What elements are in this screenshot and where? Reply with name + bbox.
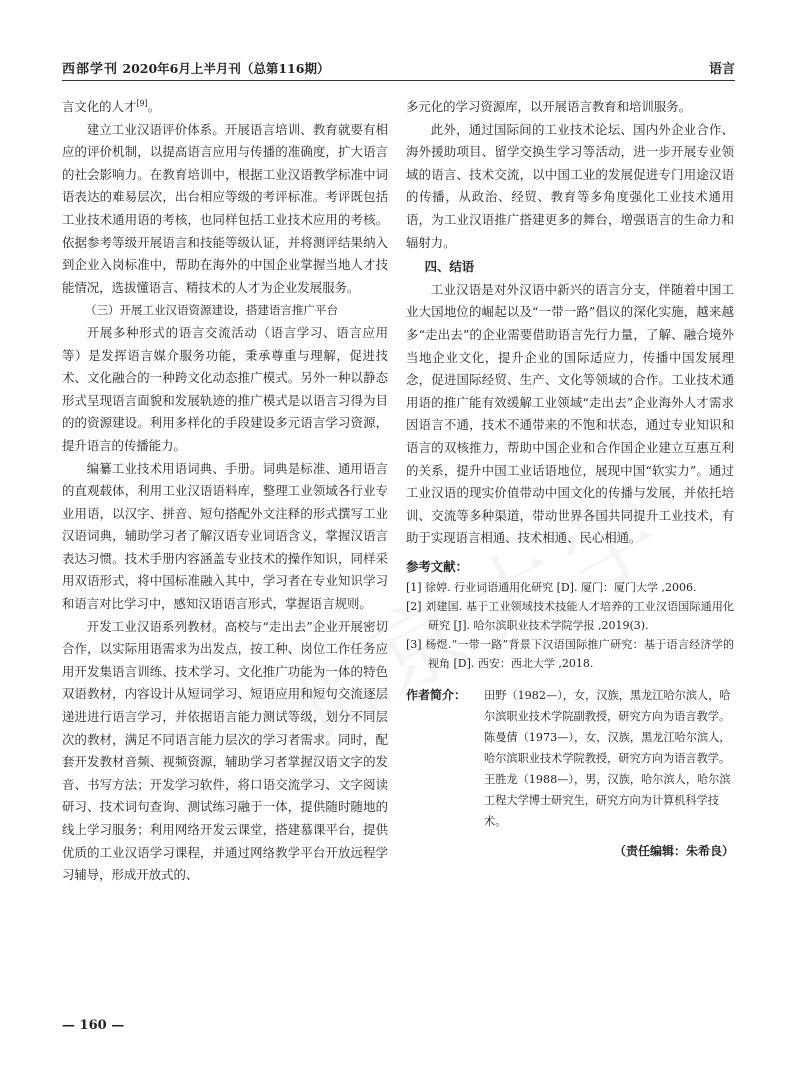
paragraph: 工业汉语是对外汉语中新兴的语言分支，伴随着中国工业大国地位的崛起以及“一带一路”倡议的深化实施，越来越多“走出去”的企业需要借助语言先行力量，了解、融合境外当地企业文化，提升企业的国际适应力，传播中国发展理念，促进国际经贸、生产、文化等领域的合作。工业技术通用语的推广能有效缓解工业领域“走出去”企业海外人才需求因语言不通，技术不通带来的不饱和状态，通过专业知识和语言的双核推力，帮助中国企业和合作国企业建立互惠互利的关系，提升中国工业话语地位，展现中国“软实力”。通过工业汉语的现实价值带动中国文化的传播与发展，并依托培训、交流等多种渠道，带动世界各国共同提升工业技术，有助于实现语言相通、技术相通、民心相通。 <box>406 281 734 546</box>
section-heading: 四、结语 <box>424 259 475 275</box>
page-header <box>62 58 735 78</box>
paragraph <box>62 96 388 119</box>
author-entry: 王胜龙（1988—），男，汉族，哈尔滨人，哈尔滨工程大学博士研究生，研究方向为计算机科学技术。 <box>484 773 731 829</box>
journal-logo: 西部学刊 <box>62 62 119 77</box>
issue-info: 2020年6月上半月刊（总第116期） <box>122 61 330 76</box>
left-column <box>62 96 388 887</box>
page-number: — 160 — <box>62 1018 125 1033</box>
section-label: 语言 <box>708 62 735 77</box>
paragraph: 建立工业汉语评价体系。开展语言培训、教育就要有相应的评价机制，以提高语言应用与传播的准确度，扩大语言的社会影响力。在教育培训中，根据工业汉语教学标准中词语表达的难易层次，出台相应等级的考评标准。考评既包括工业技术通用语的考核，也同样包括工业技术应用的考核。依据参考等级开展语言和技能等级认证，并将测评结果纳入到企业入岗标准中，帮助在海外的中国企业掌握当地人才技能情况，选拔懂语言、精技术的人才为企业发展服务。 <box>62 121 388 295</box>
reference-item: [3] 杨煜.“一带一路”背景下汉语国际推广研究：基于语言经济学的视角 [D]. 西安：西北大学 ,2018. <box>406 638 734 671</box>
paragraph-text: 言文化的人才 <box>62 99 137 114</box>
paragraph: 开展多种形式的语言交流活动（语言学习、语言应用等）是发挥语言媒介服务功能，秉承尊重与理解，促进技术、文化融合的一种跨文化动态推广模式。另外一种以静态形式呈现语言面貌和发展轨迹的推广模式是以语言习得为目的的资源建设。利用多样化的手段建设多元语言学习资源，提升语言的传播能力。 <box>62 324 388 453</box>
citation: [9] <box>136 98 148 108</box>
author-entry: 田野（1982—），女，汉族，黑龙江哈尔滨人，哈尔滨职业技术学院副教授，研究方向为语言教学。 <box>484 689 731 724</box>
right-column <box>406 96 734 863</box>
reference-item: [2] 刘建国. 基于工业领域技术技能人才培养的工业汉语国际通用化研究 [J]. 哈尔滨职业技术学院学报 ,2019(3). <box>406 600 734 633</box>
paragraph: 编纂工业技术用语词典、手册。词典是标准、通用语言的直观载体，利用工业汉语语料库，整理工业领域各行业专业用语，以汉字、拼音、短句搭配外文注释的形式撰写工业汉语词典，辅助学习者了解汉语专业词语含义，掌握汉语言表达习惯。技术手册内容涵盖专业技术的操作知识，同样采用双语形式，将中国标准融入其中，学习者在专业知识学习和语言对比学习中，感知汉语语言形式，掌握语言规则。 <box>62 460 388 612</box>
author-label: 作者简介： <box>406 688 467 703</box>
author-info <box>406 685 734 832</box>
author-block <box>406 685 734 832</box>
paragraph-text: 。 <box>147 99 161 114</box>
subsection-heading: （三）开展工业汉语资源建设，搭建语言推广平台 <box>85 303 338 318</box>
paragraph: 多元化的学习资源库，以开展语言教育和培训服务。 <box>406 99 691 114</box>
editor-note: （责任编辑：朱希良） <box>613 844 734 859</box>
reference-item: [1] 徐婷. 行业词语通用化研究 [D]. 厦门：厦门大学 ,2006. <box>406 581 697 595</box>
header-rule <box>62 80 735 81</box>
author-list <box>484 685 734 832</box>
paragraph: 开发工业汉语系列教材。高校与“走出去”企业开展密切合作，以实际用语需求为出发点，按工种、岗位工作任务应用开发集语言训练、技术学习、文化推广功能为一体的特色双语教材，内容设计从短词学习、短语应用和短句交流逐层递进进行语言学习，并依据语言能力测试等级，划分不同层次的教材，满足不同语言能力层次的学习者需求。同时，配套开发教材音频、视频资源，辅助学习者掌握汉语文字的发音、书写方法；开发学习软件，将口语交流学习、文字阅读研习、技术词句查询、测试练习融于一体，提供随时随地的线上学习服务；利用网络开发云课堂，搭建慕课平台，提供优质的工业汉语学习课程，并通过网络教学平台开放远程学习辅导，形成开放式的、 <box>62 618 388 883</box>
author-entry: 陈曼倩（1973—），女，汉族，黑龙江哈尔滨人，哈尔滨职业技术学院教授，研究方向为语言教学。 <box>484 731 731 766</box>
paragraph: 此外，通过国际间的工业技术论坛、国内外企业合作、海外援助项目、留学交换生学习等活动，进一步开展专业领域的语言、技术交流，以中国工业的发展促进专门用途汉语的传播，从政治、经贸、教育等多角度强化工业技术通用语，为工业汉语推广搭建更多的舞台，增强语言的生命力和辐射力。 <box>406 121 734 250</box>
references-title: 参考文献： <box>406 558 468 574</box>
journal-info <box>62 58 329 77</box>
